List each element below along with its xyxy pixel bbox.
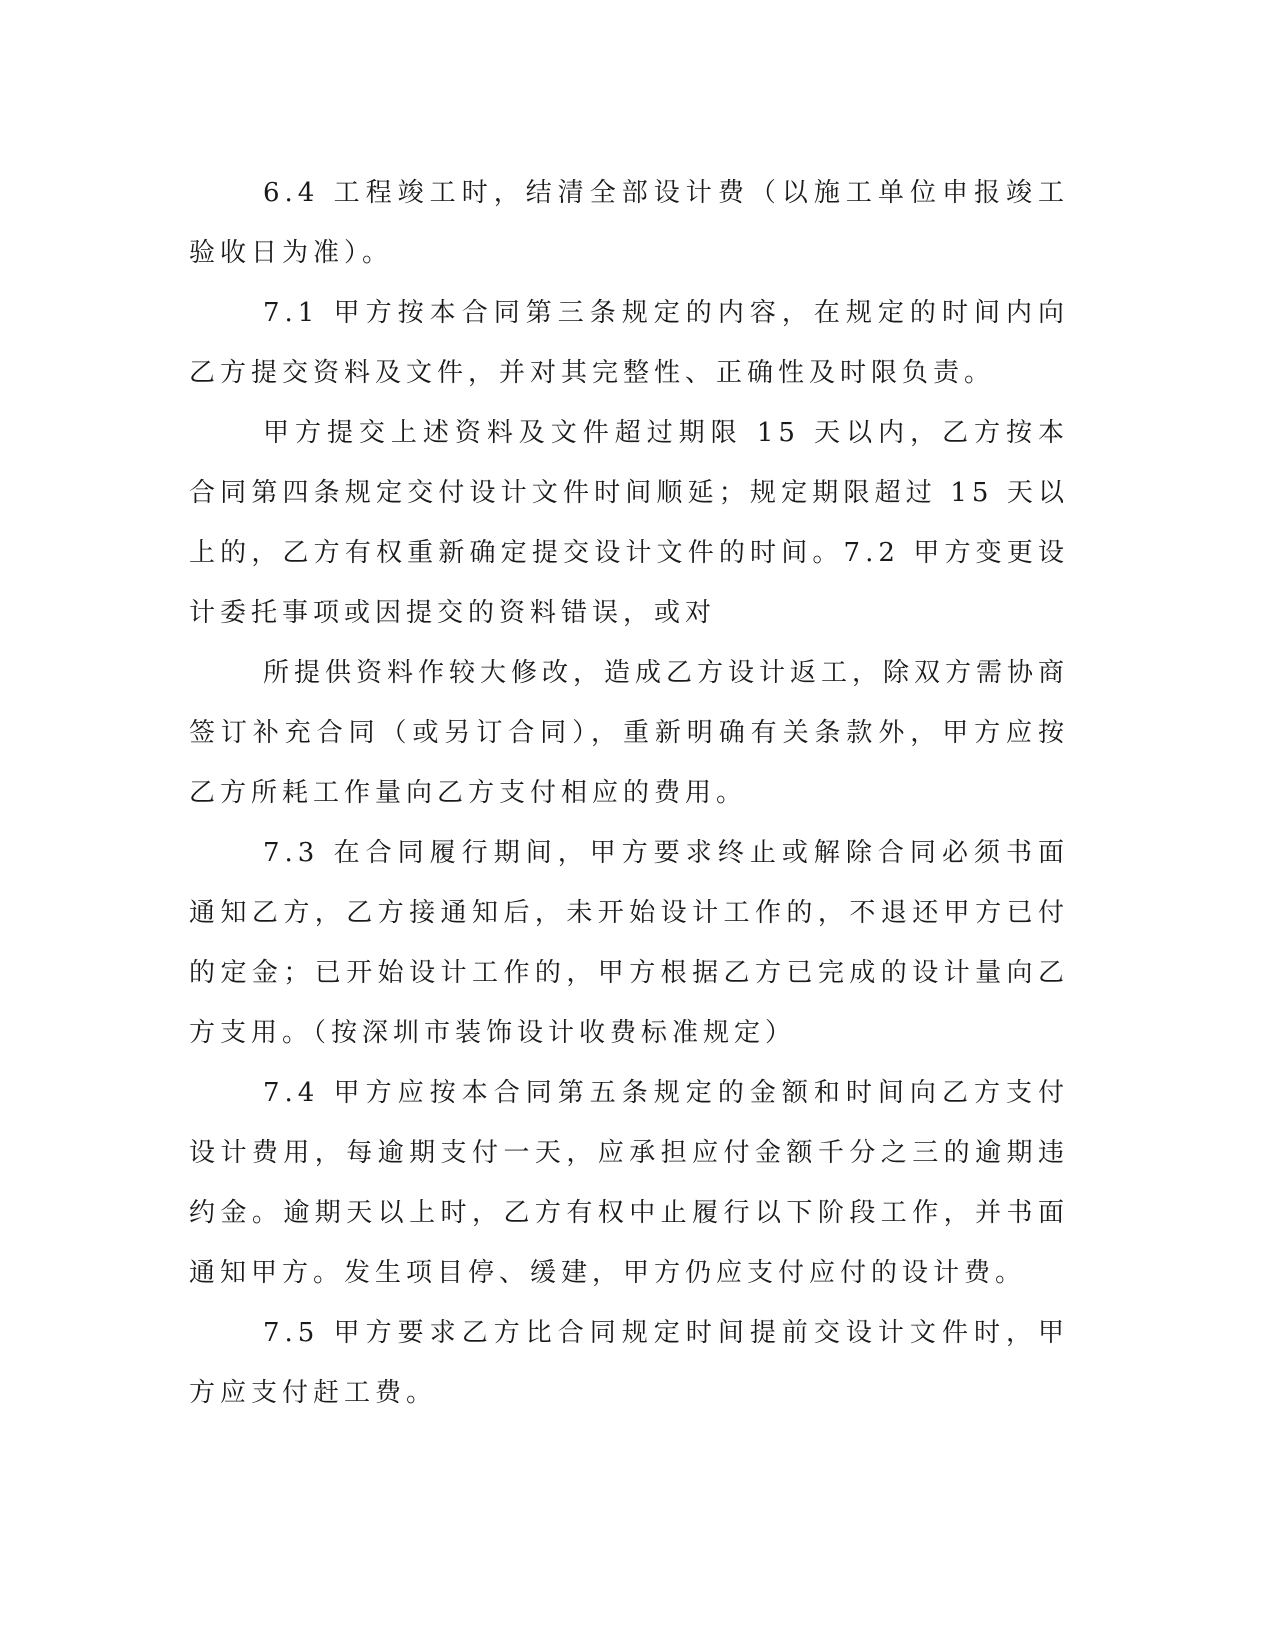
paragraph-7-5: 7.5 甲方要求乙方比合同规定时间提前交设计文件时，甲方应支付赶工费。 [189,1318,1069,1408]
paragraph-7-3: 7.3 在合同履行期间，甲方要求终止或解除合同必须书面通知乙方，乙方接通知后，未开始设计工作的，不退还甲方已付的定金；已开始设计工作的，甲方根据乙方已完成的设计量向乙方支用。（按深圳市装饰设计收费标准规定） [189,838,1069,1048]
document-body [189,163,1069,1423]
paragraph-7-1-cont: 甲方提交上述资料及文件超过期限 15 天以内，乙方按本合同第四条规定交付设计文件时间顺延；规定期限超过 15 天以上的，乙方有权重新确定提交设计文件的时间。7.2 甲方变更设计委托事项或因提交的资料错误，或对 [189,418,1069,628]
paragraph-7-1: 7.1 甲方按本合同第三条规定的内容，在规定的时间内向乙方提交资料及文件，并对其完整性、正确性及时限负责。 [189,298,1069,388]
paragraph-7-2-cont: 所提供资料作较大修改，造成乙方设计返工，除双方需协商签订补充合同（或另订合同），重新明确有关条款外，甲方应按乙方所耗工作量向乙方支付相应的费用。 [189,658,1070,808]
paragraph-6-4: 6.4 工程竣工时，结清全部设计费（以施工单位申报竣工验收日为准）。 [189,178,1069,268]
paragraph-7-4: 7.4 甲方应按本合同第五条规定的金额和时间向乙方支付设计费用，每逾期支付一天，应承担应付金额千分之三的逾期违约金。逾期天以上时，乙方有权中止履行以下阶段工作，并书面通知甲方。发生项目停、缓建，甲方仍应支付应付的设计费。 [189,1078,1069,1288]
